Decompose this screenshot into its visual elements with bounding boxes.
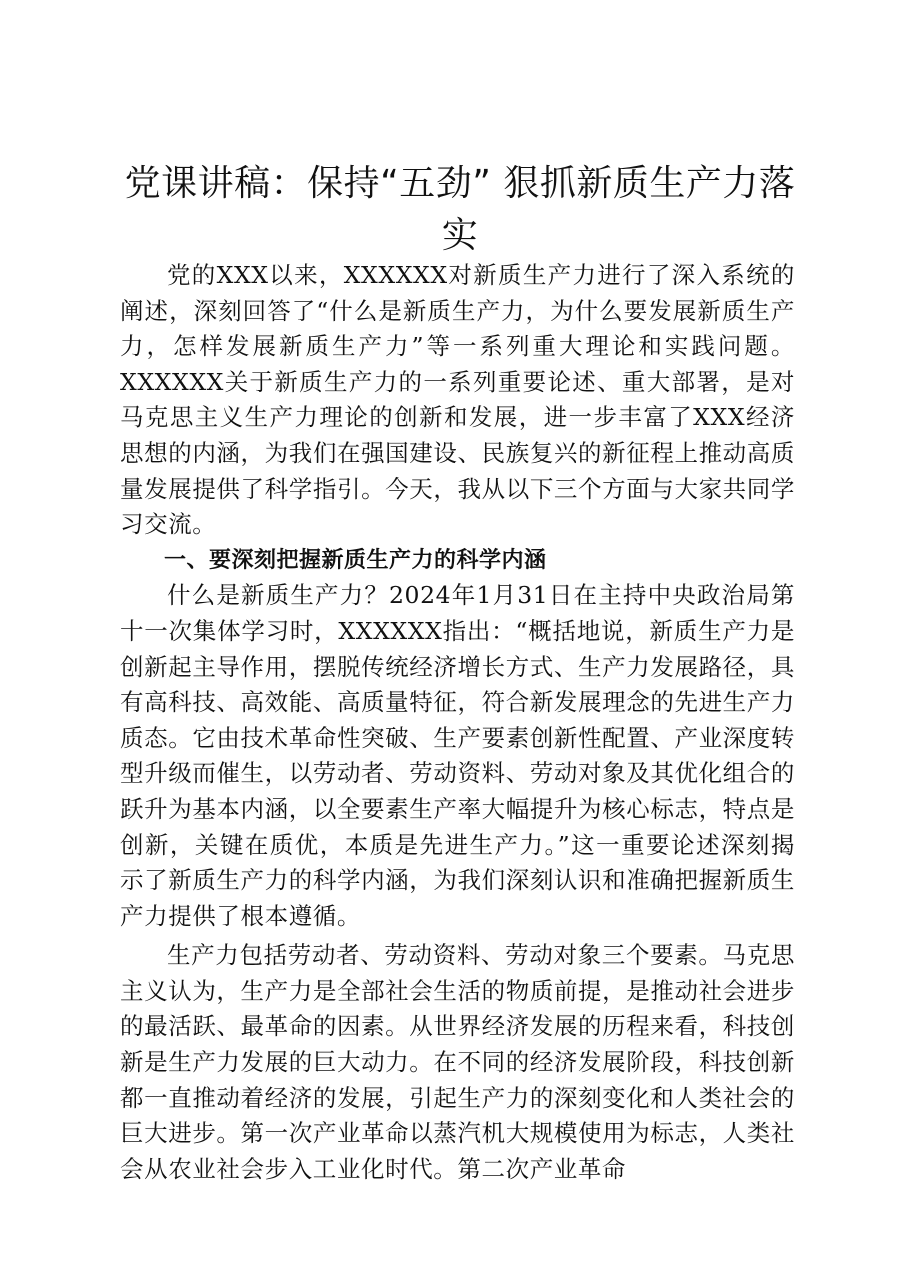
intro-paragraph: 党的XXX以来，XXXXXX对新质生产力进行了深入系统的阐述，深刻回答了“什么是新质生产力，为什么要发展新质生产力，怎样发展新质生产力”等一系列重大理论和实践问题。XXXXXX关于新质生产力的一系列重要论述、重大部署，是对马克思主义生产力理论的创新和发展，进一步丰富了XXX经济思想的内涵，为我们在强国建设、民族复兴的新征程上推动高质量发展提供了科学指引。今天，我从以下三个方面与大家共同学习交流。 bbox=[120, 261, 795, 539]
document-body bbox=[120, 258, 795, 1187]
section1-paragraph-1: 什么是新质生产力？2024年1月31日在主持中央政治局第十一次集体学习时，XXXXXX指出：“概括地说，新质生产力是创新起主导作用，摆脱传统经济增长方式、生产力发展路径，具有高科技、高效能、高质量特征，符合新发展理念的先进生产力质态。它由技术革命性突破、生产要素创新性配置、产业深度转型升级而催生，以劳动者、劳动资料、劳动对象及其优化组合的跃升为基本内涵，以全要素生产率大幅提升为核心标志，特点是创新，关键在质优，本质是先进生产力。”这一重要论述深刻揭示了新质生产力的科学内涵，为我们深刻认识和准确把握新质生产力提供了根本遵循。 bbox=[120, 581, 795, 930]
section-heading-1: 一、要深刻把握新质生产力的科学内涵 bbox=[164, 547, 547, 573]
section1-paragraph-2: 生产力包括劳动者、劳动资料、劳动对象三个要素。马克思主义认为，生产力是全部社会生活的物质前提，是推动社会进步的最活跃、最革命的因素。从世界经济发展的历程来看，科技创新是生产力发展的巨大动力。在不同的经济发展阶段，科技创新都一直推动着经济的发展，引起生产力的深刻变化和人类社会的巨大进步。第一次产业革命以蒸汽机大规模使用为标志，人类社会从农业社会步入工业化时代。第二次产业革命 bbox=[120, 941, 795, 1183]
document-title: 党课讲稿：保持“五劲” 狠抓新质生产力落实 bbox=[124, 163, 796, 256]
